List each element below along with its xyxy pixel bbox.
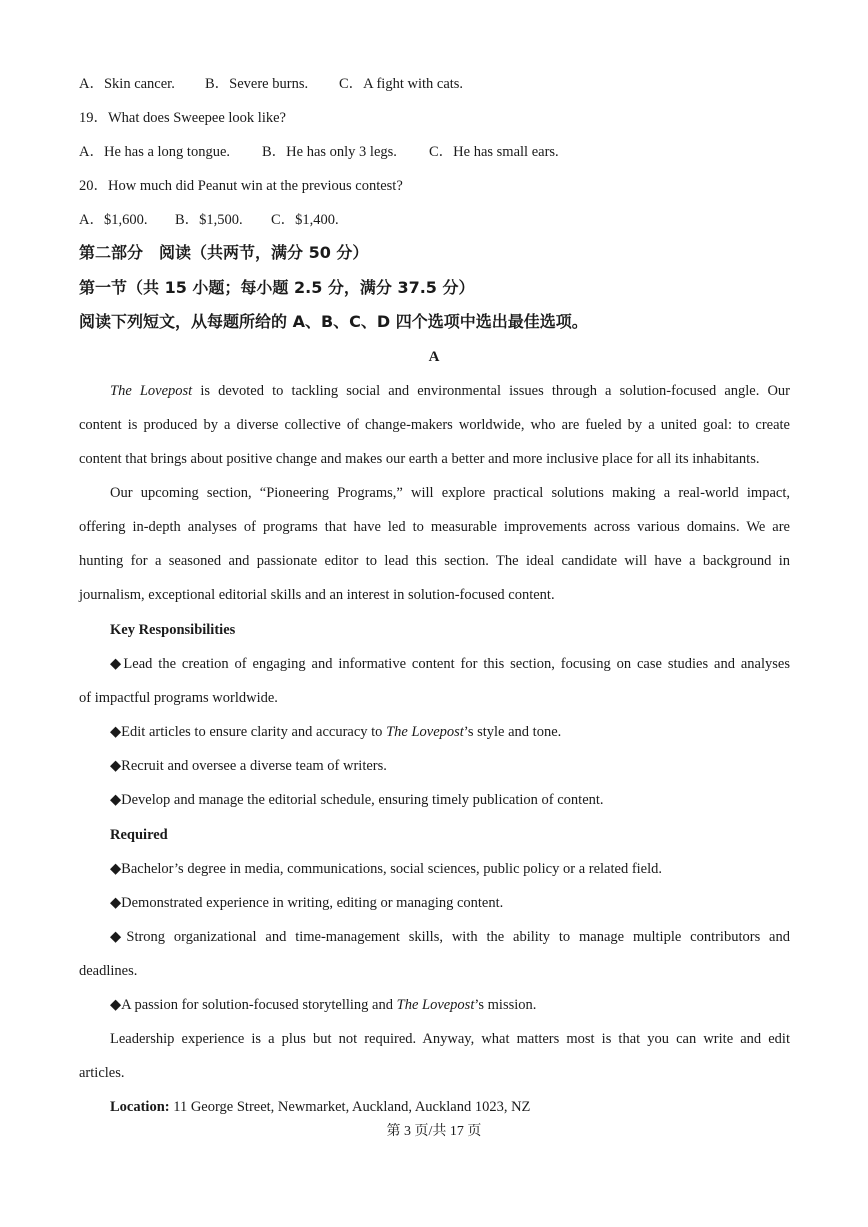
p2-line-2: offering in-depth analyses of programs that have led to measurable improvements across various domains. We are (79, 519, 790, 535)
p2-line-4: journalism, exceptional editorial skills and an interest in solution-focused content. (79, 587, 555, 603)
resp-1-line-1: ◆Lead the creation of engaging and informative content for this section, focusing on case studies and analyses (110, 656, 790, 672)
resp-3: ◆Recruit and oversee a diverse team of writers. (110, 758, 387, 774)
page-footer: 第 3 页/共 17 页 (386, 1124, 482, 1139)
req-3-line-2: deadlines. (79, 963, 138, 979)
q19-options (79, 142, 790, 162)
question-20: 20．How much did Peanut win at the previous contest? (79, 178, 403, 194)
question-19: 19．What does Sweepee look like? (79, 110, 286, 126)
instruction: 阅读下列短文，从每题所给的 A、B、C、D 四个选项中选出最佳选项。 (79, 312, 588, 331)
key-responsibilities-heading: Key Responsibilities (110, 622, 236, 638)
req-1: ◆Bachelor’s degree in media, communications, social sciences, public policy or a related field. (110, 861, 663, 877)
q19-option-c: C．He has small ears. (429, 144, 559, 160)
q20-options (79, 210, 790, 230)
q18-option-c: C．A fight with cats. (339, 76, 464, 92)
part-2-title: 第二部分 阅读（共两节，满分 50 分） (79, 243, 369, 262)
publication-name: The Lovepost (110, 383, 193, 399)
p1-line-1: The Lovepost is devoted to tackling social and environmental issues through a solution-focused angle. Our (110, 383, 791, 399)
q18-option-b: B．Severe burns. (205, 76, 309, 92)
required-heading: Required (110, 827, 168, 843)
leadership-line-2: articles. (79, 1065, 125, 1081)
leadership-line-1: Leadership experience is a plus but not required. Anyway, what matters most is that you can write and edit (110, 1031, 790, 1047)
q19-option-b: B．He has only 3 legs. (262, 144, 397, 160)
section-1-title: 第一节（共 15 小题；每小题 2.5 分，满分 37.5 分） (79, 278, 475, 297)
q20-option-b: B．$1,500. (175, 212, 243, 228)
q18-options (79, 74, 790, 94)
p2-line-1: Our upcoming section, “Pioneering Programs,” will explore practical solutions making a real-world impact, (110, 485, 790, 501)
resp-2: ◆Edit articles to ensure clarity and accuracy to The Lovepost’s style and tone. (110, 724, 562, 740)
p1-line-3: content that brings about positive change and makes our earth a better and more inclusive place for all its inhabitants. (79, 451, 760, 467)
p2-line-3: hunting for a seasoned and passionate editor to lead this section. The ideal candidate will have a background in (79, 553, 790, 569)
q20-option-a: A．$1,600. (79, 212, 148, 228)
location (110, 1097, 790, 1117)
location-value: 11 George Street, Newmarket, Auckland, Auckland 1023, NZ (169, 1099, 531, 1115)
p1-line-2: content is produced by a diverse collective of change-makers worldwide, who are fueled by a united goal: to create (79, 417, 790, 433)
q18-option-a: A．Skin cancer. (79, 76, 175, 92)
q20-option-c: C．$1,400. (271, 212, 339, 228)
q19-option-a: A．He has a long tongue. (79, 144, 231, 160)
req-4: ◆A passion for solution-focused storytelling and The Lovepost’s mission. (110, 997, 537, 1013)
resp-1-line-2: of impactful programs worldwide. (79, 690, 278, 706)
resp-4: ◆Develop and manage the editorial schedule, ensuring timely publication of content. (110, 792, 604, 808)
req-3-line-1: ◆Strong organizational and time-management skills, with the ability to manage multiple contributors and (110, 929, 790, 945)
location-label: Location: (110, 1099, 170, 1115)
req-2: ◆Demonstrated experience in writing, editing or managing content. (110, 895, 504, 911)
passage-label: A (428, 349, 440, 365)
